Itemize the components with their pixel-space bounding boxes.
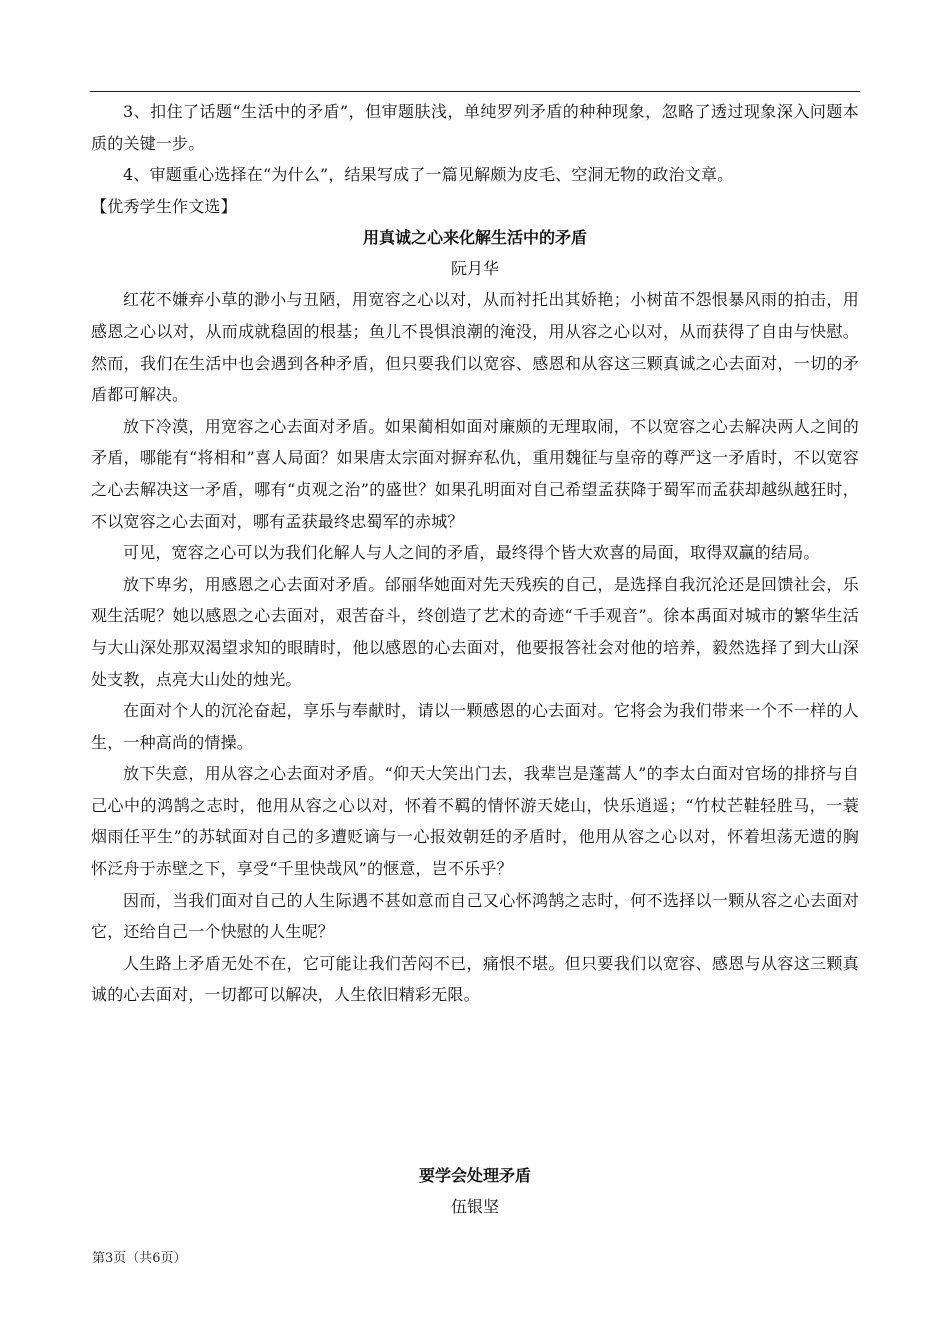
essay-paragraph: 在面对个人的沉沦奋起，享乐与奉献时，请以一颗感恩的心去面对。它将会为我们带来一个不一样的人生，一种高尚的情操。 [91,701,859,752]
list-item: 3、扣住了话题“生活中的矛盾”，但审题肤浅，单纯罗列矛盾的种种现象，忽略了透过现象深入问题本质的关键一步。 [91,102,859,153]
essay-paragraph: 因而，当我们面对自己的人生际遇不甚如意而自己又心怀鸿鹄之志时，何不选择以一颗从容之心去面对它，还给自己一个快慰的人生呢？ [91,890,859,942]
essay-title: 用真诚之心来化解生活中的矛盾 [362,228,587,248]
list-item: 4、审题重心选择在“为什么”，结果写成了一篇见解颇为皮毛、空洞无物的政治文章。 [123,165,734,185]
header-rule [90,91,860,92]
section-heading: 【优秀学生作文选】 [91,196,237,216]
page-footer: 第3页（共6页） [92,1251,187,1266]
essay-paragraph: 可见，宽容之心可以为我们化解人与人之间的矛盾，最终得个皆大欢喜的局面，取得双赢的结局。 [123,543,820,563]
essay-paragraph: 放下失意，用从容之心去面对矛盾。“仰天大笑出门去，我辈岂是蓬蒿人”的李太白面对官场的排挤与自己心中的鸿鹄之志时，他用从容之心以对，怀着不羁的情怀游天姥山，快乐逍遥；“竹杖芒鞋轻胜马，一蓑烟雨任平生”的苏轼面对自己的多遭贬谪与一心报效朝廷的矛盾时，他用从容之心以对，怀着坦荡无遗的胸怀泛舟于赤壁之下，享受“千里快哉风”的惬意，岂不乐乎？ [91,764,859,879]
essay2-block [91,1160,859,1222]
essay-author: 阮月华 [450,259,499,279]
essay-paragraph: 人生路上矛盾无处不在，它可能让我们苦闷不已，痛恨不堪。但只要我们以宽容、感恩与从容这三颗真诚的心去面对，一切都可以解决，人生依旧精彩无限。 [91,953,859,1005]
essay-paragraph: 放下冷漠，用宽容之心去面对矛盾。如果蔺相如面对廉颇的无理取闹，不以宽容之心去解决两人之间的矛盾，哪能有“将相和”喜人局面？如果唐太宗面对摒弃私仇，重用魏征与皇帝的尊严这一矛盾时，不以宽容之心去解决这一矛盾，哪有“贞观之治”的盛世？如果孔明面对自己希望孟获降于蜀军而孟获却越纵越狂时，不以宽容之心去面对，哪有孟获最终忠蜀军的赤城？ [91,416,859,531]
essay-paragraph: 红花不嫌弃小草的渺小与丑陋，用宽容之心以对，从而衬托出其娇艳；小树苗不怨恨暴风雨的拍击，用感恩之心以对，从而成就稳固的根基；鱼儿不畏惧浪潮的淹没，用从容之心以对，从而获得了自由与快慰。然而，我们在生活中也会遇到各种矛盾，但只要我们以宽容、感恩和从容这三颗真诚之心去面对，一切的矛盾都可解决。 [91,290,859,405]
essay-author: 伍银坚 [450,1197,499,1216]
essay-paragraph: 放下卑劣，用感恩之心去面对矛盾。邰丽华她面对先天残疾的自己，是选择自我沉沦还是回馈社会，乐观生活呢？她以感恩之心去面对，艰苦奋斗，终创造了艺术的奇迹“千手观音”。徐本禹面对城市的繁华生活与大山深处那双渴望求知的眼睛时，他以感恩的心去面对，他要报答社会对他的培养，毅然选择了到大山深处支教，点亮大山处的烛光。 [91,574,859,689]
page-content [91,96,859,1011]
essay-title: 要学会处理矛盾 [418,1166,531,1185]
